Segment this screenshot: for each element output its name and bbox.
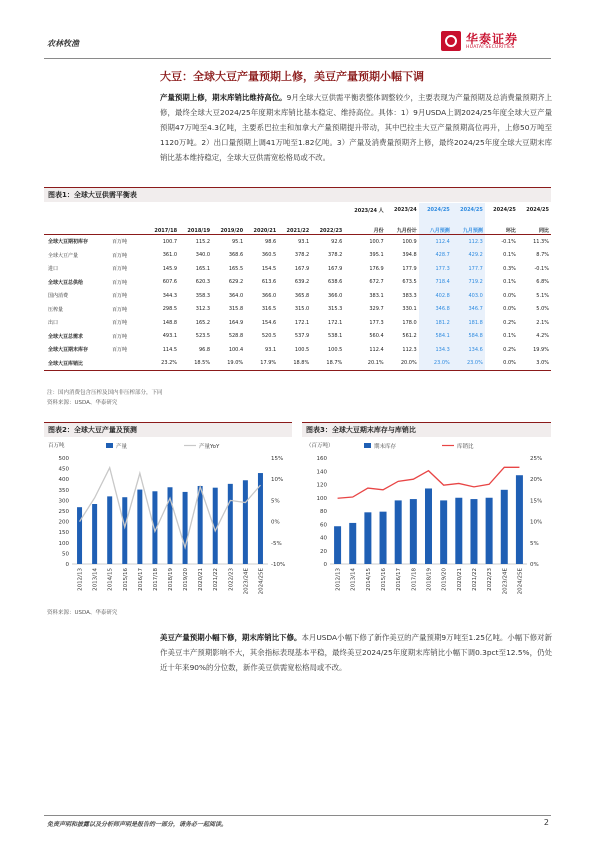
y2-tick-label: 5%	[271, 498, 280, 505]
table-cell: 344.3	[162, 292, 178, 299]
table-cell: 364.0	[228, 292, 244, 299]
table-cell: 403.0	[452, 289, 485, 303]
table-cell: 312.3	[195, 306, 211, 313]
row-label: 全球大豆总供给	[48, 279, 84, 286]
bar	[122, 497, 127, 564]
x-tick-label: 2020/21	[456, 568, 463, 591]
header-cell: 2024/25	[419, 203, 452, 217]
table-cell: 672.7	[369, 279, 384, 286]
table-cell: 561.2	[402, 333, 417, 340]
header-cell: 九月预测	[452, 217, 485, 235]
logo-icon	[441, 31, 461, 51]
bar	[455, 498, 462, 564]
ending-stock-chart	[302, 438, 551, 606]
legend-bar-label: 产量	[116, 444, 128, 450]
table-cell: 383.3	[402, 292, 417, 299]
bar	[92, 504, 97, 564]
x-tick-label: 2013/14	[92, 568, 99, 591]
y2-tick-label: 5%	[530, 540, 539, 547]
bar	[470, 499, 477, 564]
row-label: 全球大豆总需求	[48, 333, 84, 340]
table-cell: 154.5	[261, 265, 277, 272]
table-cell: 5.0%	[536, 306, 549, 313]
table-cell: 93.1	[298, 238, 310, 245]
table-cell: 115.2	[195, 238, 211, 245]
bar	[395, 500, 402, 564]
page-number: 2	[543, 818, 549, 827]
table-cell: 584.1	[419, 330, 452, 344]
row-unit: 百万吨	[112, 333, 128, 340]
table-cell: 165.2	[195, 319, 211, 326]
table-source: 资料来源：USDA、华泰研究	[47, 400, 118, 406]
y2-tick-label: 0%	[271, 519, 280, 526]
row-label: 全球大豆期末库存	[48, 347, 89, 354]
header-cell: 2024/25	[452, 203, 485, 217]
table-cell: 154.6	[261, 319, 277, 326]
figure-3-title: 图表3：全球大豆期末库存与库销比	[306, 426, 416, 434]
table-cell: 134.6	[452, 343, 485, 357]
paragraph-2-body: 本月USDA小幅下修了新作美豆的产量预期9万吨至1.25亿吨。小幅下修对新作美豆丰产预期影响不大，其余指标表现基本平稳，最终美豆2024/25年度期末库销比小幅下调0.3pct至12.5%，仍处近十年来90%的分位数，新作美豆供需宽松格局或不改。	[160, 633, 552, 672]
paragraph-1-body: 9月全球大豆供需平衡表整体调整较少，主要表现为产量预期及总消费量预期齐上修，最终全球大豆2024/25年度期末库销比基本稳定、维持高位。具体：1）9月USDA上调2024/25年度全球大豆产量预期47万吨至4.3亿吨，主要系巴拉圭和加拿大产量预期提升带动，其中巴拉圭大豆产量预期高位再升，上修50万吨至1120万吨。2）出口量预期上调41万吨至1.82亿吨。3）产量及消费量预期齐上修，最终2024/25年度全球大豆期末库销比基本维持稳定，全球大豆供需宽松格局或不改。	[160, 93, 552, 162]
table-cell: 164.9	[228, 319, 244, 326]
table-cell: 315.8	[228, 306, 244, 313]
header-cell: 九月份计	[386, 217, 419, 235]
table-cell: 0.0%	[503, 292, 516, 299]
legend-bar-swatch	[364, 443, 371, 448]
row-label: 全球大豆产量	[48, 252, 79, 259]
table-cell: 95.1	[232, 238, 244, 245]
table-cell: 719.2	[452, 276, 485, 290]
table-cell: 112.3	[402, 346, 417, 353]
table-cell: 0.2%	[503, 346, 516, 353]
table-cell: 98.6	[265, 238, 277, 245]
legend-line-label: 库销比	[457, 444, 474, 450]
table-cell: 165.1	[195, 265, 211, 272]
table-cell: 718.4	[419, 276, 452, 290]
table-cell: 340.0	[195, 252, 211, 259]
table-cell: 178.0	[402, 319, 417, 326]
table-cell: 366.0	[261, 292, 277, 299]
table-cell: 360.5	[261, 252, 277, 259]
table-cell: 0.0%	[503, 306, 516, 313]
table-cell: 520.5	[261, 333, 277, 340]
production-chart	[44, 438, 292, 606]
table-cell: 0.0%	[485, 357, 518, 371]
legend-bar-swatch	[106, 443, 113, 448]
table-cell: 23.0%	[419, 357, 452, 371]
row-unit: 百万吨	[112, 320, 128, 327]
x-tick-label: 2017/18	[411, 568, 418, 591]
header-cell: 2024/25	[526, 207, 549, 213]
y2-tick-label: 10%	[271, 477, 284, 484]
header-cell: 2024/25	[493, 207, 516, 213]
table-row	[44, 276, 551, 290]
table-cell: 165.5	[228, 265, 244, 272]
row-unit: 百万吨	[112, 306, 128, 313]
header-cell: 环比	[485, 217, 518, 235]
table-cell: 23.2%	[146, 357, 179, 371]
bar	[380, 512, 387, 564]
table-cell: 176.9	[369, 265, 384, 272]
row-unit: 百万吨	[112, 293, 128, 300]
table-cell: 638.6	[327, 279, 343, 286]
x-tick-label: 2019/20	[441, 568, 448, 591]
table-cell: 629.2	[228, 279, 244, 286]
table-cell: 177.3	[419, 262, 452, 276]
bar	[77, 507, 82, 564]
y-tick-label: 50	[62, 551, 69, 558]
figure-2-title: 图表2：全球大豆产量及预测	[48, 426, 137, 434]
row-unit	[110, 357, 146, 371]
table-cell: 538.1	[327, 333, 343, 340]
table-cell: 366.0	[327, 292, 343, 299]
table-cell: 145.9	[162, 265, 178, 272]
y2-tick-label: -5%	[271, 540, 282, 547]
x-tick-label: 2014/15	[365, 568, 372, 591]
logo-text-en: HUATAI SECURITIES	[466, 45, 515, 50]
y-tick-label: 40	[320, 535, 327, 542]
table-cell: 620.3	[195, 279, 211, 286]
row-label: 全球大豆期初库存	[48, 239, 89, 246]
row-unit: 百万吨	[112, 347, 128, 354]
table-row	[44, 262, 551, 276]
table-cell: 315.3	[327, 306, 343, 313]
row-unit: 百万吨	[112, 279, 128, 286]
table-cell: 528.8	[228, 333, 244, 340]
table-cell: 114.5	[162, 346, 178, 353]
table-header-row	[44, 217, 551, 235]
table-cell: 378.2	[294, 252, 310, 259]
bar	[349, 523, 356, 564]
y2-tick-label: 15%	[530, 498, 543, 505]
y-tick-label: 150	[58, 530, 69, 537]
table-cell: 100.7	[162, 238, 178, 245]
bar	[501, 490, 508, 564]
x-tick-label: 2019/20	[183, 568, 190, 591]
table-cell: 0.1%	[503, 279, 516, 286]
row-unit: 百万吨	[112, 239, 128, 246]
table-cell: 20.1%	[344, 357, 385, 371]
table-cell: 2.1%	[536, 319, 549, 326]
y2-tick-label: 0%	[530, 562, 539, 568]
company-logo	[441, 30, 551, 54]
y-axis-unit: （百万吨）	[306, 443, 334, 449]
chart-source: 资料来源：USDA、华泰研究	[47, 610, 118, 616]
table-cell: 177.3	[369, 319, 384, 326]
y2-tick-label: 10%	[530, 519, 543, 526]
table-cell: 607.6	[162, 279, 178, 286]
table-cell: 358.3	[195, 292, 211, 299]
table-row	[44, 303, 551, 317]
table-header-row-top	[44, 203, 551, 217]
table-row	[44, 249, 551, 263]
y-tick-label: 250	[58, 509, 69, 515]
bar	[516, 475, 523, 564]
logo-text-cn: 华泰证券	[466, 32, 519, 46]
x-tick-label: 2015/16	[381, 568, 388, 591]
x-tick-label: 2018/19	[168, 568, 174, 591]
table-row	[44, 235, 551, 249]
table-cell: 177.9	[402, 265, 417, 272]
row-unit: 百万吨	[112, 266, 128, 273]
bar	[228, 484, 233, 564]
bar	[486, 498, 493, 564]
table-cell: 96.8	[198, 346, 211, 353]
section-title: 大豆：全球大豆产量预期上修，美豆产量预期小幅下调	[160, 70, 424, 83]
table-cell: 560.4	[369, 333, 384, 340]
table-cell: 20.0%	[386, 357, 419, 371]
y-tick-label: 60	[320, 522, 327, 529]
bar	[410, 499, 417, 564]
y-tick-label: 100	[316, 495, 327, 502]
y-tick-label: 100	[58, 540, 69, 547]
table-row	[44, 330, 551, 344]
x-tick-label: 2013/14	[350, 568, 357, 591]
table-cell: 19.0%	[212, 357, 245, 371]
y-tick-label: 0	[323, 562, 327, 568]
y-axis-unit: 百万吨	[48, 443, 65, 449]
y-tick-label: 400	[58, 477, 69, 484]
header-divider	[44, 58, 551, 59]
table-cell: 93.1	[265, 346, 277, 353]
table-cell: 0.3%	[503, 265, 516, 272]
table-row	[44, 289, 551, 303]
header-cell: 同比	[518, 217, 551, 235]
table-cell: 18.7%	[311, 357, 344, 371]
bar	[425, 488, 432, 564]
table-cell: 181.2	[419, 316, 452, 330]
paragraph-1	[160, 90, 552, 165]
table-cell: 172.1	[327, 319, 343, 326]
table-cell: 402.8	[419, 289, 452, 303]
y2-tick-label: 20%	[530, 477, 543, 484]
x-tick-label: 2012/13	[77, 568, 84, 591]
y-tick-label: 20	[320, 548, 327, 555]
bar	[364, 512, 371, 564]
table-cell: 613.6	[261, 279, 277, 286]
table-cell: 112.4	[419, 235, 452, 249]
table-cell: 0.1%	[503, 333, 516, 340]
header-cell: 2017/18	[146, 217, 179, 235]
table-cell: 148.8	[162, 319, 178, 326]
table-cell: 368.6	[228, 252, 244, 259]
table-cell: 18.8%	[278, 357, 311, 371]
y-tick-label: 120	[316, 482, 327, 489]
y-tick-label: 80	[320, 509, 327, 515]
legend-bar-label: 期末库存	[374, 444, 397, 450]
table-cell: 167.9	[294, 265, 310, 272]
table-cell: 3.0%	[518, 357, 551, 371]
table-cell: 394.8	[402, 252, 417, 259]
table-cell: 315.0	[294, 306, 310, 313]
table-cell: 100.5	[294, 346, 310, 353]
y-tick-label: 160	[316, 456, 327, 462]
header-cell: 2023/24	[394, 207, 417, 213]
table-cell: 383.1	[369, 292, 384, 299]
row-label: 全球大豆库销比	[44, 357, 110, 371]
bar	[243, 480, 248, 564]
header-cell: 2018/19	[179, 217, 212, 235]
table-cell: 100.7	[369, 238, 384, 245]
x-tick-label: 2015/16	[122, 568, 129, 591]
table-note: 注：国内消费包含压榨及国内非压榨部分，下同	[47, 390, 163, 396]
table-cell: 365.8	[294, 292, 310, 299]
x-tick-label: 2023/24E	[502, 568, 509, 595]
table-cell: 100.9	[402, 238, 417, 245]
x-tick-label: 2016/17	[137, 568, 144, 591]
table-row	[44, 316, 551, 330]
paragraph-2-lead: 美豆产量预期小幅下修，期末库销比下修。	[160, 633, 302, 642]
table-cell: 361.0	[162, 252, 178, 259]
y-tick-label: 350	[58, 487, 69, 494]
table-cell: 0.2%	[503, 319, 516, 326]
y-tick-label: 300	[58, 498, 69, 505]
table-cell: 112.4	[369, 346, 384, 353]
x-tick-label: 2023/24E	[243, 568, 250, 595]
header-cell: 八月预测	[419, 217, 452, 235]
table-cell: 23.0%	[452, 357, 485, 371]
table-cell: 167.9	[327, 265, 343, 272]
y-tick-label: 140	[316, 469, 327, 476]
x-tick-label: 2020/21	[198, 568, 205, 591]
x-tick-label: 2024/25E	[258, 568, 265, 595]
figure-1-title: 图表1：全球大豆供需平衡表	[48, 191, 137, 199]
table-cell: 395.1	[369, 252, 384, 259]
y2-tick-label: -10%	[271, 562, 286, 568]
table-cell: 584.8	[452, 330, 485, 344]
supply-demand-table	[44, 203, 551, 371]
x-tick-label: 2021/22	[471, 568, 478, 591]
x-tick-label: 2017/18	[152, 568, 159, 591]
bar	[137, 490, 142, 564]
section-name: 农林牧渔	[47, 39, 79, 48]
bar	[334, 526, 341, 564]
x-tick-label: 2018/19	[426, 568, 433, 591]
table-cell: 639.2	[294, 279, 310, 286]
header-cell: 2022/23	[311, 217, 344, 235]
legend-line-label: 产量YoY	[199, 444, 220, 450]
table-cell: 8.7%	[536, 252, 549, 259]
table-row	[44, 357, 551, 371]
footer-divider	[44, 815, 551, 816]
table-cell: 100.4	[228, 346, 244, 353]
table-cell: 5.1%	[536, 292, 549, 299]
bar	[183, 492, 188, 564]
table-cell: 134.3	[419, 343, 452, 357]
table-cell: 316.5	[261, 306, 277, 313]
header-cell: 月份	[344, 217, 385, 235]
header-cell: 2023/24 人	[354, 207, 384, 214]
x-tick-label: 2012/13	[335, 568, 342, 591]
table-cell: 6.8%	[536, 279, 549, 286]
table-cell: 523.5	[195, 333, 211, 340]
table-cell: 346.8	[419, 303, 452, 317]
table-cell: 92.6	[331, 238, 343, 245]
table-cell: 177.7	[452, 262, 485, 276]
row-label: 进口	[48, 266, 59, 273]
table-cell: 172.1	[294, 319, 310, 326]
row-label: 国内消费	[48, 293, 69, 300]
table-cell: 329.7	[369, 306, 384, 313]
x-tick-label: 2024/25E	[517, 568, 524, 595]
header-cell: 2019/20	[212, 217, 245, 235]
table-cell: 429.2	[452, 249, 485, 263]
table-cell: 4.2%	[536, 333, 549, 340]
x-tick-label: 2014/15	[107, 568, 114, 591]
header-cell: 2020/21	[245, 217, 278, 235]
table-cell: 428.7	[419, 249, 452, 263]
bar	[198, 486, 203, 564]
table-cell: 0.1%	[503, 252, 516, 259]
footer-disclaimer: 免责声明和披露以及分析师声明是报告的一部分，请务必一起阅读。	[47, 821, 228, 828]
table-cell: -0.1%	[501, 238, 516, 245]
table-cell: 378.2	[327, 252, 343, 259]
paragraph-2	[160, 630, 552, 675]
table-cell: 330.1	[402, 306, 417, 313]
paragraph-1-lead: 产量预期上修，期末库销比维持高位。	[160, 93, 287, 102]
bar	[107, 496, 112, 564]
bar	[440, 500, 447, 564]
y2-tick-label: 15%	[271, 456, 284, 462]
table-cell: 17.9%	[245, 357, 278, 371]
table-cell: 493.1	[162, 333, 178, 340]
table-row	[44, 343, 551, 357]
y-tick-label: 450	[58, 466, 69, 473]
y2-tick-label: 25%	[530, 456, 543, 462]
row-unit: 百万吨	[112, 252, 128, 259]
table-cell: -0.1%	[534, 265, 549, 272]
table-cell: 11.3%	[533, 238, 549, 245]
table-cell: 673.5	[402, 279, 417, 286]
table-cell: 181.8	[452, 316, 485, 330]
table-cell: 537.9	[294, 333, 310, 340]
table-cell: 346.7	[452, 303, 485, 317]
row-label: 出口	[48, 320, 59, 327]
y-tick-label: 0	[65, 562, 69, 568]
table-cell: 112.3	[452, 235, 485, 249]
table-cell: 100.5	[327, 346, 343, 353]
x-tick-label: 2016/17	[396, 568, 403, 591]
table-cell: 298.5	[162, 306, 178, 313]
x-tick-label: 2022/23	[487, 568, 494, 591]
header-cell: 2021/22	[278, 217, 311, 235]
x-tick-label: 2021/22	[213, 568, 220, 591]
x-tick-label: 2022/23	[228, 568, 235, 591]
y-tick-label: 500	[58, 456, 69, 462]
table-cell: 18.5%	[179, 357, 212, 371]
row-label: 压榨量	[48, 306, 64, 313]
y-tick-label: 200	[58, 519, 69, 526]
table-cell: 19.9%	[533, 346, 549, 353]
